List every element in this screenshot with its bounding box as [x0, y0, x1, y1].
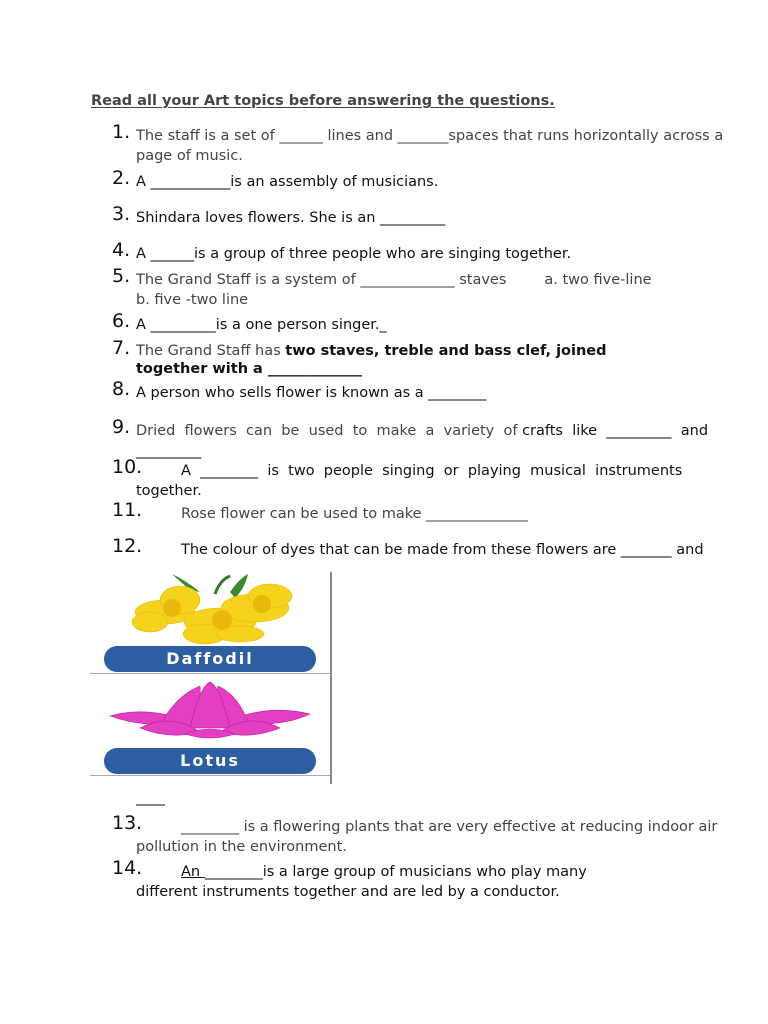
flower-label-daffodil: Daffodil [104, 646, 316, 672]
question-text: Dried flowers can be used to make a variety of [136, 423, 518, 439]
option-b: b. five -two line [136, 292, 249, 308]
question-text-cont: different instruments together and are led by a conductor. [136, 884, 560, 900]
divider [90, 775, 330, 776]
question-number: 3. [112, 203, 131, 225]
question-text-underlined: An [181, 864, 205, 880]
question-number: 8. [112, 378, 131, 400]
question-text: The Grand Staff is a system of _____________ staves [136, 272, 507, 288]
question-text: The Grand Staff has [136, 343, 286, 359]
answer-blank: _________ [136, 443, 202, 459]
question-text: The colour of dyes that can be made from these flowers are _______ and [181, 542, 704, 558]
question-text: Rose flower can be used to make ______________ [181, 506, 528, 522]
question-text: A ___________is an assembly of musicians. [136, 174, 439, 190]
question-text: The staff is a set of ______ lines and _______spaces that runs horizontally across a [136, 128, 724, 144]
question-text: A _________is a one person singer._ [136, 317, 387, 333]
question-text: A ________ is two people singing or playing musical instruments [181, 463, 683, 479]
question-text: ________is a large group of musicians who play many [204, 864, 587, 880]
heading: Read all your Art topics before answering the questions. [91, 93, 555, 109]
question-number: 11. [112, 499, 143, 521]
question-number: 13. [112, 812, 143, 834]
question-number: 12. [112, 535, 143, 557]
question-text-cont: page of music. [136, 148, 243, 164]
question-text-cont: crafts like _________ and [517, 423, 709, 439]
question-text-cont: together with a _____________ [136, 361, 363, 377]
divider [90, 673, 330, 674]
answer-blank: ____ [136, 790, 165, 806]
question-text: A ______is a group of three people who are singing together. [136, 246, 572, 262]
question-number: 14. [112, 857, 143, 879]
option-a: a. two five-line [544, 272, 652, 288]
question-text: ________ is a flowering plants that are very effective at reducing indoor air [181, 819, 718, 835]
question-number: 5. [112, 265, 131, 287]
question-text-cont: together. [136, 483, 202, 499]
flower-label-lotus: Lotus [104, 748, 316, 774]
question-number: 6. [112, 310, 131, 332]
question-text-bold: two staves, treble and bass clef, joined [285, 343, 607, 359]
question-number: 2. [112, 167, 131, 189]
flower-image-panel [90, 572, 332, 784]
question-number: 9. [112, 416, 131, 438]
question-text: A person who sells flower is known as a ________ [136, 385, 487, 401]
question-number: 1. [112, 121, 131, 143]
question-number: 4. [112, 239, 131, 261]
question-text: Shindara loves flowers. She is an _________ [136, 210, 446, 226]
question-number: 7. [112, 337, 131, 359]
question-number: 10. [112, 456, 143, 478]
question-text-cont: pollution in the environment. [136, 839, 347, 855]
